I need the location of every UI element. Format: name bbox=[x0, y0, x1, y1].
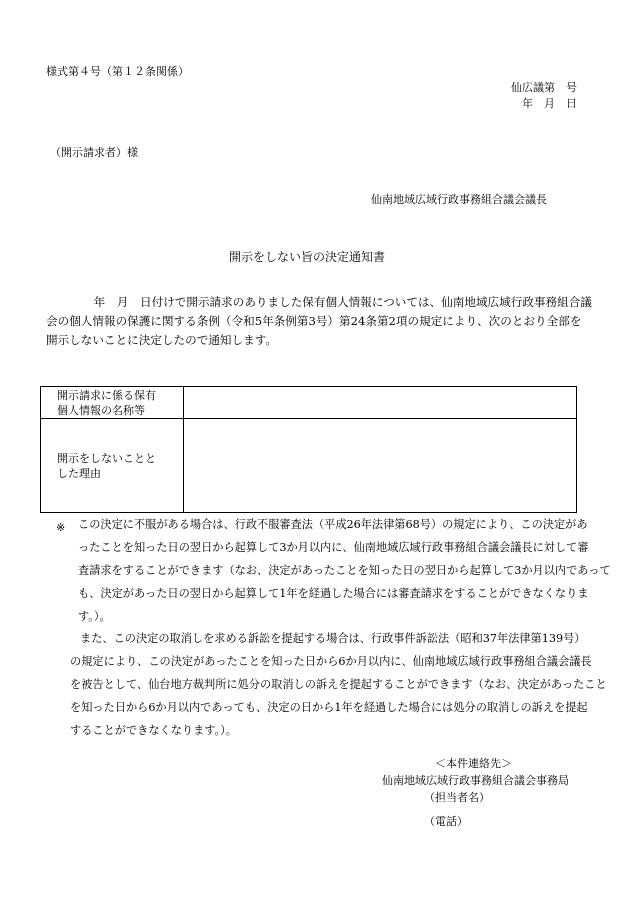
table-row bbox=[41, 387, 577, 419]
notice-mark: ※ bbox=[56, 521, 66, 534]
contact-heading: ＜本件連絡先＞ bbox=[435, 757, 512, 770]
notice-line: この決定に不服がある場合は、行政不服審査法（平成26年法律第68号）の規定により、この決定があ bbox=[78, 518, 588, 531]
contact-office: 仙南地域広域行政事務組合議会事務局 bbox=[382, 774, 569, 787]
notice-line: す。）。 bbox=[78, 610, 111, 623]
notice-paragraph-2 bbox=[70, 627, 607, 742]
contact-person: （担当者名） bbox=[424, 791, 490, 804]
body-line: 会の個人情報の保護に関する条例（令和5年条例第3号）第24条第2項の規定により、次のとおり全部を bbox=[46, 314, 582, 328]
notice-line: することができなくなります。）。 bbox=[70, 724, 237, 737]
notice-line: 査請求をすることができます（なお、決定があったことを知った日の翌日から起算して3か月以内であって bbox=[78, 564, 611, 577]
notice-paragraph-1 bbox=[78, 513, 611, 628]
sender: 仙南地域広域行政事務組合議会議長 bbox=[371, 193, 547, 206]
notice-line: を被告として、仙台地方裁判所に処分の取消しの訴えを提起することができます（なお、決定があったこと bbox=[70, 678, 607, 691]
table-row bbox=[41, 419, 577, 513]
addressee: （開示請求者）様 bbox=[50, 146, 138, 159]
disclosure-form-table bbox=[40, 386, 577, 513]
table-label-line: 開示請求に係る保有 bbox=[57, 388, 156, 402]
contact-phone: （電話） bbox=[424, 815, 468, 828]
table-label-cell bbox=[41, 419, 184, 513]
notice-line: また、この決定の取消しを求める訴訟を提起する場合は、行政事件訴訟法（昭和37年法律第139号） bbox=[80, 632, 586, 645]
table-label-line: した理由 bbox=[57, 466, 101, 480]
table-label-line: 個人情報の名称等 bbox=[57, 403, 145, 417]
table-value-cell bbox=[184, 387, 577, 419]
form-number: 様式第４号（第１２条関係） bbox=[46, 65, 189, 78]
document-date: 年 月 日 bbox=[522, 97, 577, 110]
notice-line: も、決定があった日の翌日から起算して1年を経過した場合には審査請求をすることができなくなりま bbox=[78, 587, 589, 600]
body-line: 開示しないことに決定したので通知します。 bbox=[46, 333, 277, 347]
notice-line: を知った日から6か月以内であっても、決定の日から1年を経過した場合には処分の取消しの訴えを提起 bbox=[70, 701, 588, 714]
body-text bbox=[46, 293, 592, 350]
page-title: 開示をしない旨の決定通知書 bbox=[229, 250, 386, 264]
notice-line: ったことを知った日の翌日から起算して3か月以内に、仙南地域広域行政事務組合議会議長に対して審 bbox=[78, 541, 589, 554]
table-label-line: 開示をしないことと bbox=[57, 451, 156, 465]
table-value-cell bbox=[184, 419, 577, 513]
notice-line: の規定により、この決定があったことを知った日から6か月以内に、仙南地域広域行政事務組合議会議長 bbox=[70, 655, 592, 668]
table-label-cell bbox=[41, 387, 184, 419]
document-number: 仙広議第 号 bbox=[511, 81, 577, 94]
body-line: 年 月 日付けで開示請求のありました保有個人情報については、仙南地域広域行政事務組合議 bbox=[82, 295, 592, 309]
